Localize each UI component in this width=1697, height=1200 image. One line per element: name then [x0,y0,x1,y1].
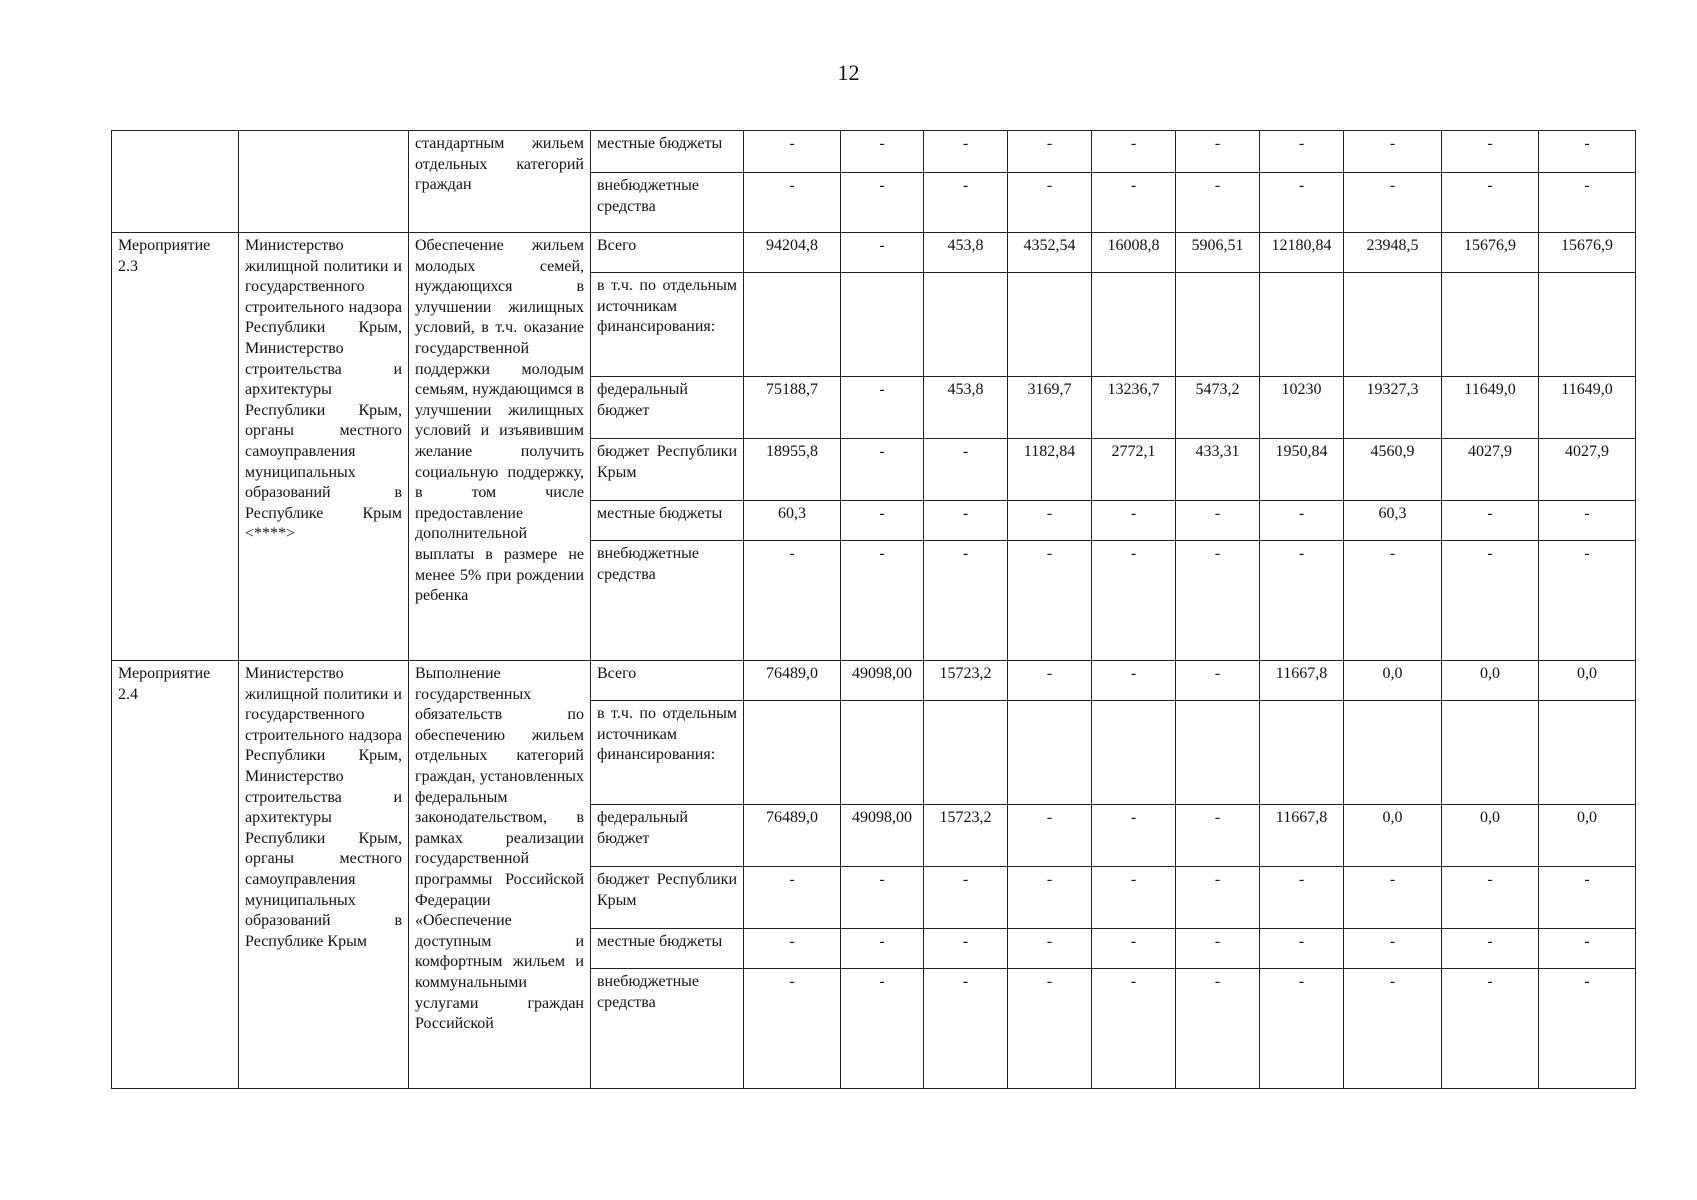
amount-cell: 60,3 [744,501,841,541]
amount-cell: - [1442,501,1539,541]
amount-cell: - [744,969,841,1089]
amount-cell: 15723,2 [924,805,1008,867]
event-cell: Мероприятие 2.3 [112,233,239,661]
event-cell [112,131,239,233]
executor-cell [239,131,409,233]
amount-cell [1092,273,1176,377]
amount-cell: 23948,5 [1344,233,1442,273]
amount-cell [841,273,924,377]
amount-cell: 433,31 [1176,439,1260,501]
amount-cell: - [1344,173,1442,233]
amount-cell: 15676,9 [1442,233,1539,273]
amount-cell: - [1092,867,1176,929]
amount-cell: 4352,54 [1008,233,1092,273]
amount-cell: 15723,2 [924,661,1008,701]
amount-cell: - [924,131,1008,173]
amount-cell: - [1008,131,1092,173]
funding-source: внебюджетные средства [591,969,744,1089]
amount-cell: 10230 [1260,377,1344,439]
amount-cell: - [1344,969,1442,1089]
amount-cell: 49098,00 [841,661,924,701]
amount-cell: - [924,173,1008,233]
amount-cell: 16008,8 [1092,233,1176,273]
funding-source: в т.ч. по отдельным источникам финансирования: [591,273,744,377]
amount-cell: - [1344,867,1442,929]
amount-cell: 2772,1 [1092,439,1176,501]
funding-source: местные бюджеты [591,929,744,969]
amount-cell: - [841,233,924,273]
amount-cell: - [1092,805,1176,867]
amount-cell: - [1442,541,1539,661]
amount-cell: - [924,867,1008,929]
funding-source: внебюджетные средства [591,173,744,233]
amount-cell: - [1539,501,1636,541]
amount-cell: - [1260,131,1344,173]
amount-cell [1539,273,1636,377]
amount-cell: - [1176,969,1260,1089]
amount-cell: 0,0 [1442,805,1539,867]
amount-cell: - [1092,661,1176,701]
amount-cell: - [1176,661,1260,701]
amount-cell [1176,273,1260,377]
amount-cell: - [841,131,924,173]
amount-cell: 4560,9 [1344,439,1442,501]
funding-source: Всего [591,233,744,273]
amount-cell: - [1008,805,1092,867]
amount-cell: - [841,377,924,439]
amount-cell: - [1539,969,1636,1089]
amount-cell: - [1092,131,1176,173]
funding-source: в т.ч. по отдельным источникам финансирования: [591,701,744,805]
amount-cell: - [1008,969,1092,1089]
amount-cell: - [1442,131,1539,173]
page-number: 12 [837,60,860,85]
executor-cell: Министерство жилищной политики и государственного строительного надзора Республики Крым, Министерство строительства и архитектуры Республики Крым, органы местного самоуправления муниципальных образований в Республике Крым [239,661,409,1089]
amount-cell: 76489,0 [744,805,841,867]
amount-cell: 11649,0 [1539,377,1636,439]
amount-cell: 1950,84 [1260,439,1344,501]
amount-cell: - [1008,929,1092,969]
amount-cell: 5473,2 [1176,377,1260,439]
amount-cell [1539,701,1636,805]
amount-cell [1344,701,1442,805]
amount-cell [1176,701,1260,805]
funding-source: федеральный бюджет [591,377,744,439]
amount-cell: 11667,8 [1260,805,1344,867]
amount-cell [1008,701,1092,805]
amount-cell: - [841,541,924,661]
amount-cell: 5906,51 [1176,233,1260,273]
amount-cell: - [744,929,841,969]
amount-cell: 60,3 [1344,501,1442,541]
amount-cell: - [1260,929,1344,969]
description-cell: Обеспечение жильем молодых семей, нуждающихся в улучшении жилищных условий, в т.ч. оказание государственной поддержки молодым семьям, нуждающимся в улучшении жилищных условий и изъявившим желание получить социальную поддержку, в том числе предоставление дополнительной выплаты в размере не менее 5% при рождении ребенка [409,233,591,661]
amount-cell: - [1092,929,1176,969]
funding-source: местные бюджеты [591,131,744,173]
amount-cell: - [1176,173,1260,233]
description-cell: стандартным жильем отдельных категорий граждан [409,131,591,233]
amount-cell: - [1260,501,1344,541]
amount-cell: - [1260,173,1344,233]
amount-cell: - [1539,867,1636,929]
funding-source: Всего [591,661,744,701]
amount-cell: - [1260,969,1344,1089]
amount-cell: - [1442,173,1539,233]
amount-cell [1344,273,1442,377]
table-row [112,233,1636,273]
amount-cell: - [1092,541,1176,661]
amount-cell: - [1344,541,1442,661]
funding-source: бюджет Республики Крым [591,867,744,929]
amount-cell: 15676,9 [1539,233,1636,273]
amount-cell [1260,701,1344,805]
amount-cell: - [1092,501,1176,541]
amount-cell: 453,8 [924,377,1008,439]
amount-cell: - [744,131,841,173]
amount-cell: 0,0 [1344,805,1442,867]
amount-cell: - [841,929,924,969]
executor-cell: Министерство жилищной политики и государственного строительного надзора Республики Крым, Министерство строительства и архитектуры Республики Крым, органы местного самоуправления муниципальных образований в Республике Крым <****> [239,233,409,661]
amount-cell: 0,0 [1344,661,1442,701]
amount-cell: - [1442,867,1539,929]
amount-cell: - [1092,969,1176,1089]
amount-cell: - [1260,541,1344,661]
amount-cell: 1182,84 [1008,439,1092,501]
amount-cell: 453,8 [924,233,1008,273]
amount-cell: - [1092,173,1176,233]
amount-cell [841,701,924,805]
amount-cell: - [1008,867,1092,929]
amount-cell [1442,701,1539,805]
amount-cell [1092,701,1176,805]
amount-cell: - [1442,969,1539,1089]
amount-cell: - [1344,131,1442,173]
amount-cell: - [1539,173,1636,233]
amount-cell: 11649,0 [1442,377,1539,439]
amount-cell [1008,273,1092,377]
amount-cell: - [841,969,924,1089]
amount-cell: - [744,541,841,661]
amount-cell: - [1260,867,1344,929]
amount-cell: 18955,8 [744,439,841,501]
amount-cell: - [1008,501,1092,541]
funding-source: местные бюджеты [591,501,744,541]
amount-cell: - [1344,929,1442,969]
amount-cell: - [1176,867,1260,929]
description-cell: Выполнение государственных обязательств по обеспечению жильем отдельных категорий граждан, установленных федеральным законодательством, в рамках реализации государственной программы Российской Федерации «Обеспечение доступным и комфортным жильем и коммунальными услугами граждан Российской [409,661,591,1089]
funding-source: федеральный бюджет [591,805,744,867]
amount-cell [1260,273,1344,377]
amount-cell: 4027,9 [1442,439,1539,501]
amount-cell: - [841,439,924,501]
amount-cell: - [924,541,1008,661]
amount-cell: - [1539,131,1636,173]
amount-cell: - [1176,929,1260,969]
amount-cell: - [924,439,1008,501]
amount-cell: - [924,501,1008,541]
financing-table [111,130,1636,1089]
amount-cell: 75188,7 [744,377,841,439]
amount-cell: - [1008,661,1092,701]
amount-cell: 4027,9 [1539,439,1636,501]
amount-cell: 0,0 [1539,661,1636,701]
amount-cell: 76489,0 [744,661,841,701]
amount-cell: - [744,173,841,233]
amount-cell: 0,0 [1442,661,1539,701]
amount-cell: - [841,501,924,541]
amount-cell: - [841,173,924,233]
amount-cell: 13236,7 [1092,377,1176,439]
amount-cell: - [1442,929,1539,969]
amount-cell [924,273,1008,377]
amount-cell: - [1539,541,1636,661]
amount-cell: 3169,7 [1008,377,1092,439]
amount-cell: - [1008,173,1092,233]
amount-cell: - [841,867,924,929]
amount-cell: 12180,84 [1260,233,1344,273]
amount-cell: - [744,867,841,929]
amount-cell: - [924,929,1008,969]
amount-cell: 0,0 [1539,805,1636,867]
amount-cell: - [1539,929,1636,969]
table-row [112,661,1636,701]
amount-cell: - [1176,131,1260,173]
amount-cell [744,701,841,805]
amount-cell: - [1176,805,1260,867]
table-row [112,131,1636,173]
amount-cell [744,273,841,377]
amount-cell: 19327,3 [1344,377,1442,439]
amount-cell [1442,273,1539,377]
amount-cell: 49098,00 [841,805,924,867]
event-cell: Мероприятие 2.4 [112,661,239,1089]
amount-cell: 11667,8 [1260,661,1344,701]
funding-source: бюджет Республики Крым [591,439,744,501]
funding-source: внебюджетные средства [591,541,744,661]
amount-cell [924,701,1008,805]
amount-cell: - [1008,541,1092,661]
amount-cell: - [1176,501,1260,541]
amount-cell: - [924,969,1008,1089]
amount-cell: - [1176,541,1260,661]
amount-cell: 94204,8 [744,233,841,273]
